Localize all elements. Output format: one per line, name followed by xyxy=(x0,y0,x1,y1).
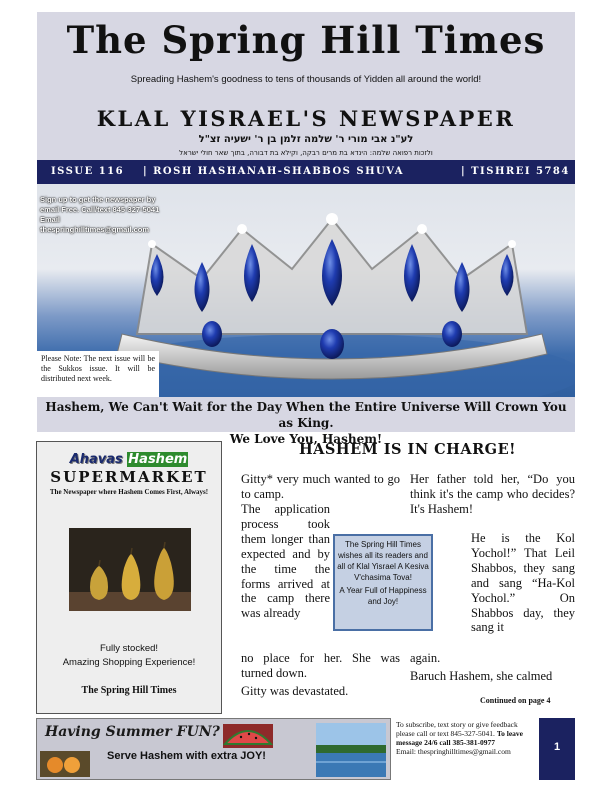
banner-line-1: Hashem, We Can't Wait for the Day When the Entire Universe Will Crown You as King. xyxy=(45,400,567,430)
summer-fun-ad xyxy=(36,718,391,780)
paper-name: KLAL YISRAEL'S NEWSPAPER xyxy=(96,106,516,131)
issue-date: | TISHREI 5784 xyxy=(461,166,570,177)
ad-motto: The Newspaper where Hashem Comes First, Always! xyxy=(49,488,209,496)
watermelon-icon xyxy=(223,724,273,748)
summer-fun-heading: Having Summer FUN? xyxy=(45,724,220,740)
issue-number: ISSUE 116 xyxy=(51,166,125,177)
tagline: Spreading Hashem's goodness to tens of thousands of Yidden all around the world! xyxy=(130,74,482,85)
contact-subscribe: To subscribe, text story or give feedback please call or text 845-327-5041. xyxy=(396,720,518,738)
pears-image xyxy=(69,528,191,611)
article-col1-end xyxy=(241,651,400,699)
issue-holiday: | ROSH HASHANAH-SHABBOS SHUVA xyxy=(143,166,404,177)
supermarket-ad xyxy=(36,441,222,714)
continued-label: Continued on page 4 xyxy=(480,696,551,705)
article-col1-intro: Gitty* very much wanted to go to camp. xyxy=(241,472,400,501)
next-issue-notice: Please Note: The next issue will be the Sukkos issue. It will be distributed next week. xyxy=(37,351,159,397)
dedication: לע"נ אבי מורי ר' שלמה זלמן בן ר' ישעיה זצ"ל xyxy=(198,134,414,145)
masthead xyxy=(37,12,575,160)
article-col1-last: Gitty was devastated. xyxy=(241,683,349,698)
contact-email: Email: thespringhilltimes@gmail.com xyxy=(396,747,511,756)
headline-banner xyxy=(37,397,575,446)
ad-brand-word-1: Ahavas xyxy=(69,452,123,467)
signup-text: Sign up to get the newspaper by email Free. Call/text 845-327-5041 Email thespringhilltimes@gmail.com xyxy=(40,195,160,234)
crown-image xyxy=(92,184,575,397)
callout-box xyxy=(333,534,433,631)
newspaper-title: The Spring Hill Times xyxy=(66,18,546,62)
article-col2-narrow: He is the Kol Yochol!” That Leil Shabbos, they sang and sang “Ha-Kol Yochol.” On Shabbos day, they sang it xyxy=(471,531,575,635)
article-col2-last: Baruch Hashem, she calmed xyxy=(410,668,553,683)
page-number: 1 xyxy=(539,718,575,780)
ad-brand-word-2: Hashem xyxy=(128,452,188,467)
pears-photo xyxy=(69,528,191,611)
article-col1-narrow: The application process took them longer than expected and by the time the forms arrived at the camp there was already xyxy=(241,502,330,621)
callout-line-1: The Spring Hill Times wishes all its readers and all of Klal Yisrael A Kesiva V'chasima Tova! xyxy=(337,540,429,582)
article-title: HASHEM IS IN CHARGE! xyxy=(298,441,516,458)
contact-message-line: To leave message 24/6 call 385-381-0977 xyxy=(396,729,523,747)
article-col2-end xyxy=(410,651,575,684)
ad-footer: The Spring Hill Times xyxy=(81,685,177,696)
ad-line-2: Amazing Shopping Experience! xyxy=(62,657,196,668)
ad-line-1: Fully stocked! xyxy=(99,643,159,654)
ad-brand xyxy=(37,452,221,467)
hero-image xyxy=(37,184,575,397)
callout-line-2: A Year Full of Happiness and Joy! xyxy=(339,586,427,606)
article-col2-intro: Her father told her, “Do you think it's the camp who decides? It's Hashem! xyxy=(410,472,575,516)
ad-store-name: SUPERMARKET xyxy=(50,468,208,486)
issue-bar xyxy=(37,160,575,184)
contact-info xyxy=(396,720,534,756)
banner-line-2: We Love You, Hashem! xyxy=(229,432,383,446)
dedication-sub: ולזכות רפואה שלמה: הינדא בת מרים רבקה, וקילא בת דבורה, בתוך שאר חולי ישראל xyxy=(179,149,433,157)
lake-icon xyxy=(316,723,386,777)
article-col2-end-text: again. xyxy=(410,651,441,665)
summer-fun-subheading: Serve Hashem with extra JOY! xyxy=(107,750,266,762)
article-col1-end-text: no place for her. She was turned down. xyxy=(241,651,400,680)
fruit-icon xyxy=(40,751,90,777)
